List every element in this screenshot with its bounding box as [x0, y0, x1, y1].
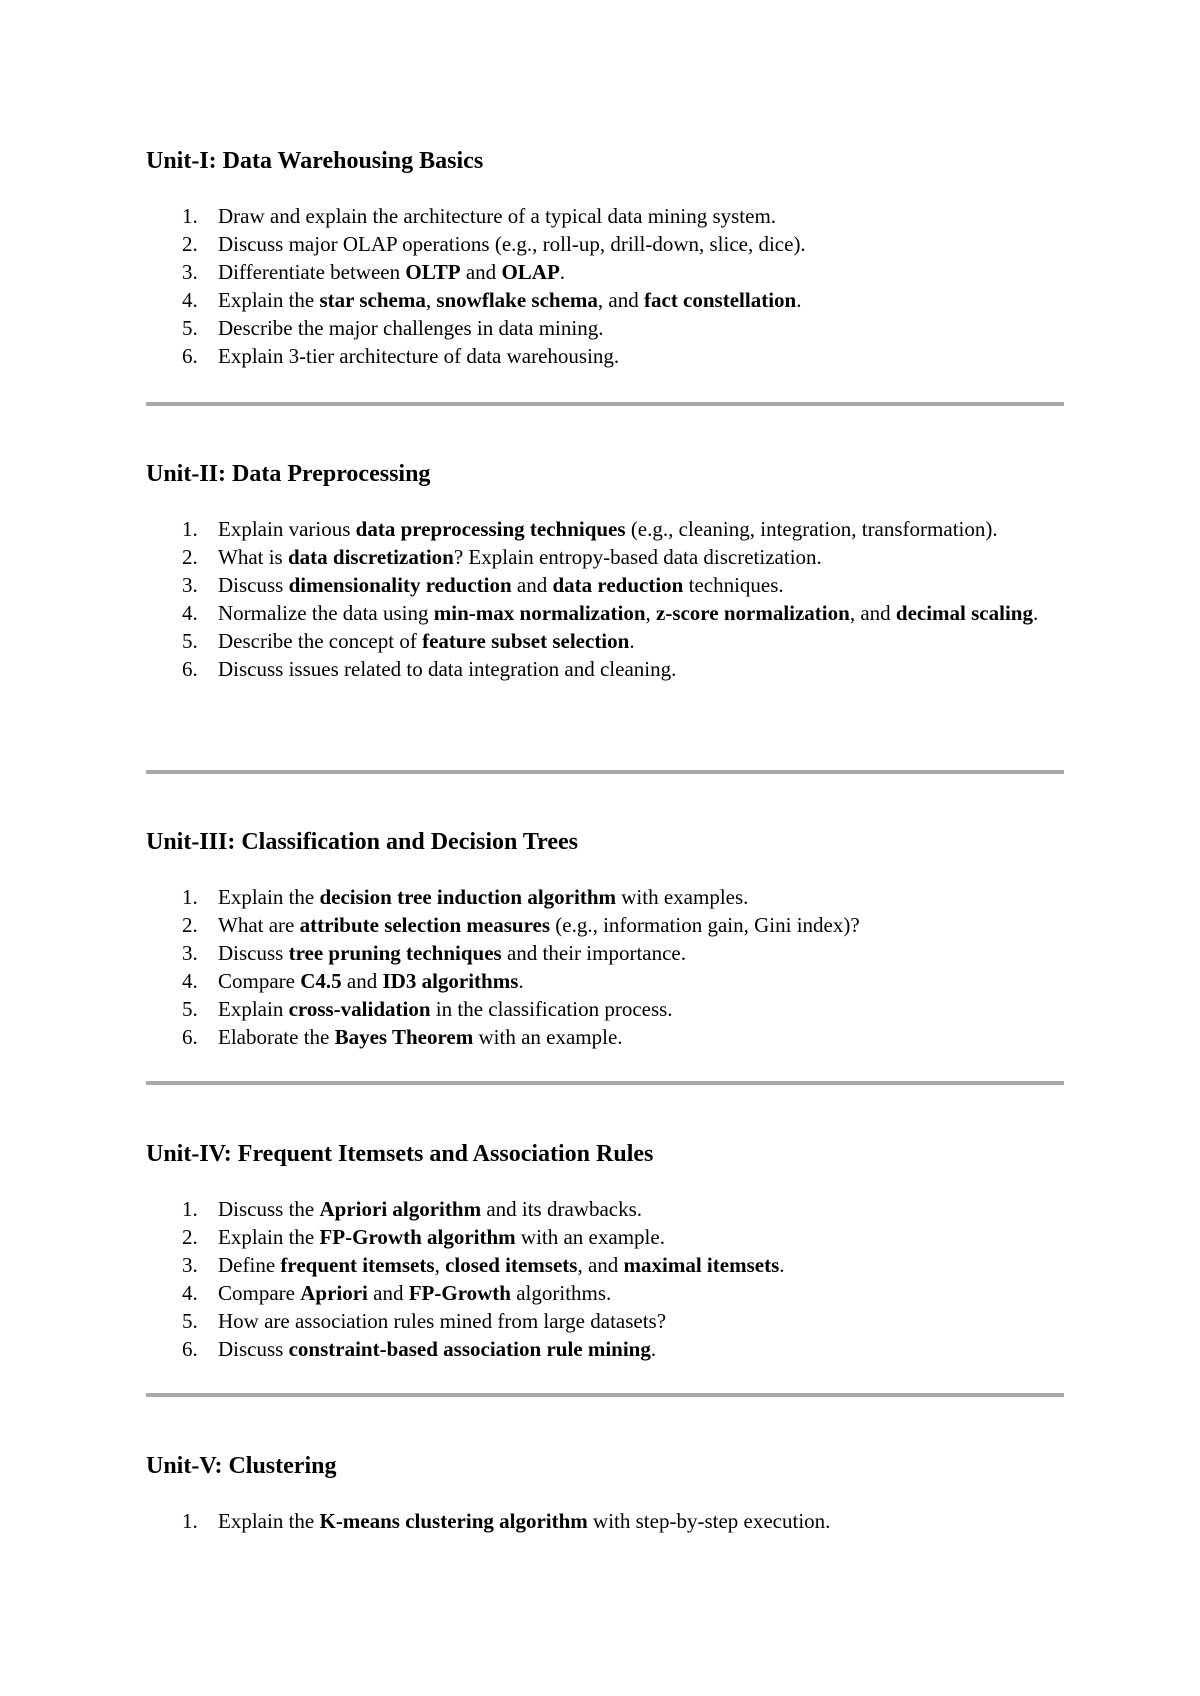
question-text: , — [425, 288, 437, 312]
question-number: 2. — [182, 545, 198, 569]
unit-5-section — [146, 1451, 1064, 1535]
question-text: and — [511, 573, 553, 597]
question-text: techniques. — [683, 573, 784, 597]
question-text: Discuss — [218, 941, 289, 965]
question-item — [146, 1251, 1064, 1279]
question-text: Discuss — [218, 573, 289, 597]
question-list — [146, 1507, 1064, 1535]
question-text: ? Explain entropy-based data discretization. — [453, 545, 822, 569]
question-text: Explain — [218, 997, 289, 1021]
bold-term: snowflake schema — [436, 288, 598, 312]
bold-term: maximal itemsets — [623, 1253, 780, 1277]
bold-term: OLAP — [501, 260, 560, 284]
question-number: 4. — [182, 969, 198, 993]
question-number: 1. — [182, 204, 198, 228]
question-text: Describe the concept of — [218, 629, 423, 653]
question-number: 4. — [182, 601, 198, 625]
question-list — [146, 202, 1064, 370]
bold-term: attribute selection measures — [299, 913, 551, 937]
question-item — [146, 1223, 1064, 1251]
question-item — [146, 1507, 1064, 1535]
question-text: and their importance. — [501, 941, 686, 965]
question-text: . — [779, 1253, 785, 1277]
question-text: How are association rules mined from large datasets? — [218, 1309, 667, 1333]
bold-term: K-means clustering algorithm — [319, 1509, 588, 1533]
question-item — [146, 258, 1064, 286]
bold-term: decision tree induction algorithm — [319, 885, 617, 909]
unit-title: Unit-IV: Frequent Itemsets and Association Rules — [146, 1141, 654, 1167]
question-text: Elaborate the — [218, 1025, 335, 1049]
question-number: 6. — [182, 657, 198, 681]
question-item — [146, 911, 1064, 939]
question-item — [146, 599, 1064, 627]
bold-term: data preprocessing techniques — [355, 517, 626, 541]
unit-1-section — [146, 146, 1064, 370]
bold-term: data discretization — [287, 545, 454, 569]
question-list — [146, 1195, 1064, 1363]
question-text: , — [645, 601, 656, 625]
question-text: What are — [218, 913, 300, 937]
bold-term: C4.5 — [300, 969, 342, 993]
question-item — [146, 1279, 1064, 1307]
question-item — [146, 655, 1064, 683]
question-item — [146, 342, 1064, 370]
question-item — [146, 230, 1064, 258]
bold-term: cross-validation — [288, 997, 431, 1021]
bold-term: Apriori algorithm — [319, 1197, 482, 1221]
question-text: Discuss — [218, 1337, 289, 1361]
question-text: Draw and explain the architecture of a typical data mining system. — [218, 204, 777, 228]
bold-term: fact constellation — [644, 288, 797, 312]
unit-title: Unit-II: Data Preprocessing — [146, 461, 431, 487]
question-number: 1. — [182, 1197, 198, 1221]
bold-term: frequent itemsets — [280, 1253, 435, 1277]
question-item — [146, 1023, 1064, 1051]
question-text: Explain various — [218, 517, 356, 541]
question-text: . — [518, 969, 524, 993]
bold-term: z-score normalization — [656, 601, 850, 625]
question-text: Discuss major OLAP operations (e.g., roll-up, drill-down, slice, dice). — [218, 232, 806, 256]
bold-term: decimal scaling — [895, 601, 1033, 625]
question-text: Explain the — [218, 885, 320, 909]
question-number: 1. — [182, 1509, 198, 1533]
question-text: and its drawbacks. — [481, 1197, 643, 1221]
question-text: , and — [597, 288, 644, 312]
question-item — [146, 543, 1064, 571]
question-number: 2. — [182, 1225, 198, 1249]
question-text: Describe the major challenges in data mining. — [218, 316, 604, 340]
question-number: 3. — [182, 260, 198, 284]
question-text: Discuss issues related to data integration and cleaning. — [218, 657, 677, 681]
question-text: with examples. — [616, 885, 749, 909]
section-divider — [146, 770, 1064, 774]
question-text: and — [341, 969, 383, 993]
question-number: 4. — [182, 1281, 198, 1305]
question-text: (e.g., information gain, Gini index)? — [550, 913, 860, 937]
question-item — [146, 995, 1064, 1023]
question-item — [146, 1307, 1064, 1335]
section-divider — [146, 1081, 1064, 1085]
bold-term: Apriori — [300, 1281, 368, 1305]
bold-term: Bayes Theorem — [334, 1025, 474, 1049]
question-text: Explain 3-tier architecture of data warehousing. — [218, 344, 620, 368]
question-text: Explain the — [218, 288, 320, 312]
question-item — [146, 939, 1064, 967]
bold-term: star schema — [319, 288, 426, 312]
question-text: with an example. — [515, 1225, 665, 1249]
question-text: What is — [218, 545, 288, 569]
question-text: (e.g., cleaning, integration, transformation). — [625, 517, 998, 541]
bold-term: FP-Growth — [408, 1281, 511, 1305]
question-text: with an example. — [473, 1025, 623, 1049]
question-number: 2. — [182, 913, 198, 937]
question-text: . — [796, 288, 802, 312]
question-item — [146, 967, 1064, 995]
unit-title: Unit-I: Data Warehousing Basics — [146, 148, 484, 174]
bold-term: dimensionality reduction — [288, 573, 512, 597]
bold-term: min-max normalization — [433, 601, 646, 625]
question-number: 6. — [182, 1337, 198, 1361]
question-list — [146, 883, 1064, 1051]
question-text: Compare — [218, 1281, 301, 1305]
question-list — [146, 515, 1064, 683]
question-text: Explain the — [218, 1509, 320, 1533]
unit-title: Unit-V: Clustering — [146, 1453, 337, 1479]
question-text: . — [1032, 601, 1039, 625]
unit-2-section — [146, 459, 1064, 683]
bold-term: ID3 algorithms — [382, 969, 519, 993]
question-text: Compare — [218, 969, 301, 993]
question-item — [146, 1195, 1064, 1223]
bold-term: closed itemsets — [445, 1253, 578, 1277]
question-number: 3. — [182, 1253, 198, 1277]
question-number: 5. — [182, 1309, 198, 1333]
question-text: Differentiate between — [218, 260, 406, 284]
unit-4-section — [146, 1139, 1064, 1363]
question-text: and — [460, 260, 502, 284]
unit-title: Unit-III: Classification and Decision Trees — [146, 829, 579, 855]
question-item — [146, 1335, 1064, 1363]
question-text: . — [629, 629, 635, 653]
question-text: algorithms. — [510, 1281, 612, 1305]
question-number: 5. — [182, 629, 198, 653]
question-number: 3. — [182, 941, 198, 965]
question-text: , and — [849, 601, 896, 625]
question-number: 1. — [182, 517, 198, 541]
question-number: 5. — [182, 316, 198, 340]
bold-term: feature subset selection — [422, 629, 630, 653]
question-text: Define — [218, 1253, 281, 1277]
question-number: 2. — [182, 232, 198, 256]
question-text: with step-by-step execution. — [587, 1509, 831, 1533]
bold-term: OLTP — [405, 260, 461, 284]
question-number: 3. — [182, 573, 198, 597]
question-item — [146, 286, 1064, 314]
question-text: and — [367, 1281, 409, 1305]
question-item — [146, 314, 1064, 342]
unit-3-section — [146, 827, 1064, 1051]
bold-term: tree pruning techniques — [288, 941, 502, 965]
question-text: Normalize the data using — [218, 601, 434, 625]
question-text: , — [434, 1253, 446, 1277]
question-number: 5. — [182, 997, 198, 1021]
question-text: . — [650, 1337, 657, 1361]
question-number: 4. — [182, 288, 198, 312]
bold-term: data reduction — [552, 573, 684, 597]
question-number: 6. — [182, 1025, 198, 1049]
question-text: , and — [577, 1253, 624, 1277]
question-text: in the classification process. — [430, 997, 673, 1021]
question-item — [146, 627, 1064, 655]
question-text: Explain the — [218, 1225, 320, 1249]
question-number: 6. — [182, 344, 198, 368]
bold-term: constraint-based association rule mining — [288, 1337, 651, 1361]
section-divider — [146, 402, 1064, 406]
bold-term: FP-Growth algorithm — [319, 1225, 516, 1249]
question-item — [146, 571, 1064, 599]
question-item — [146, 202, 1064, 230]
question-number: 1. — [182, 885, 198, 909]
question-text: . — [559, 260, 566, 284]
question-text: Discuss the — [218, 1197, 320, 1221]
question-item — [146, 515, 1064, 543]
section-divider — [146, 1393, 1064, 1397]
question-item — [146, 883, 1064, 911]
